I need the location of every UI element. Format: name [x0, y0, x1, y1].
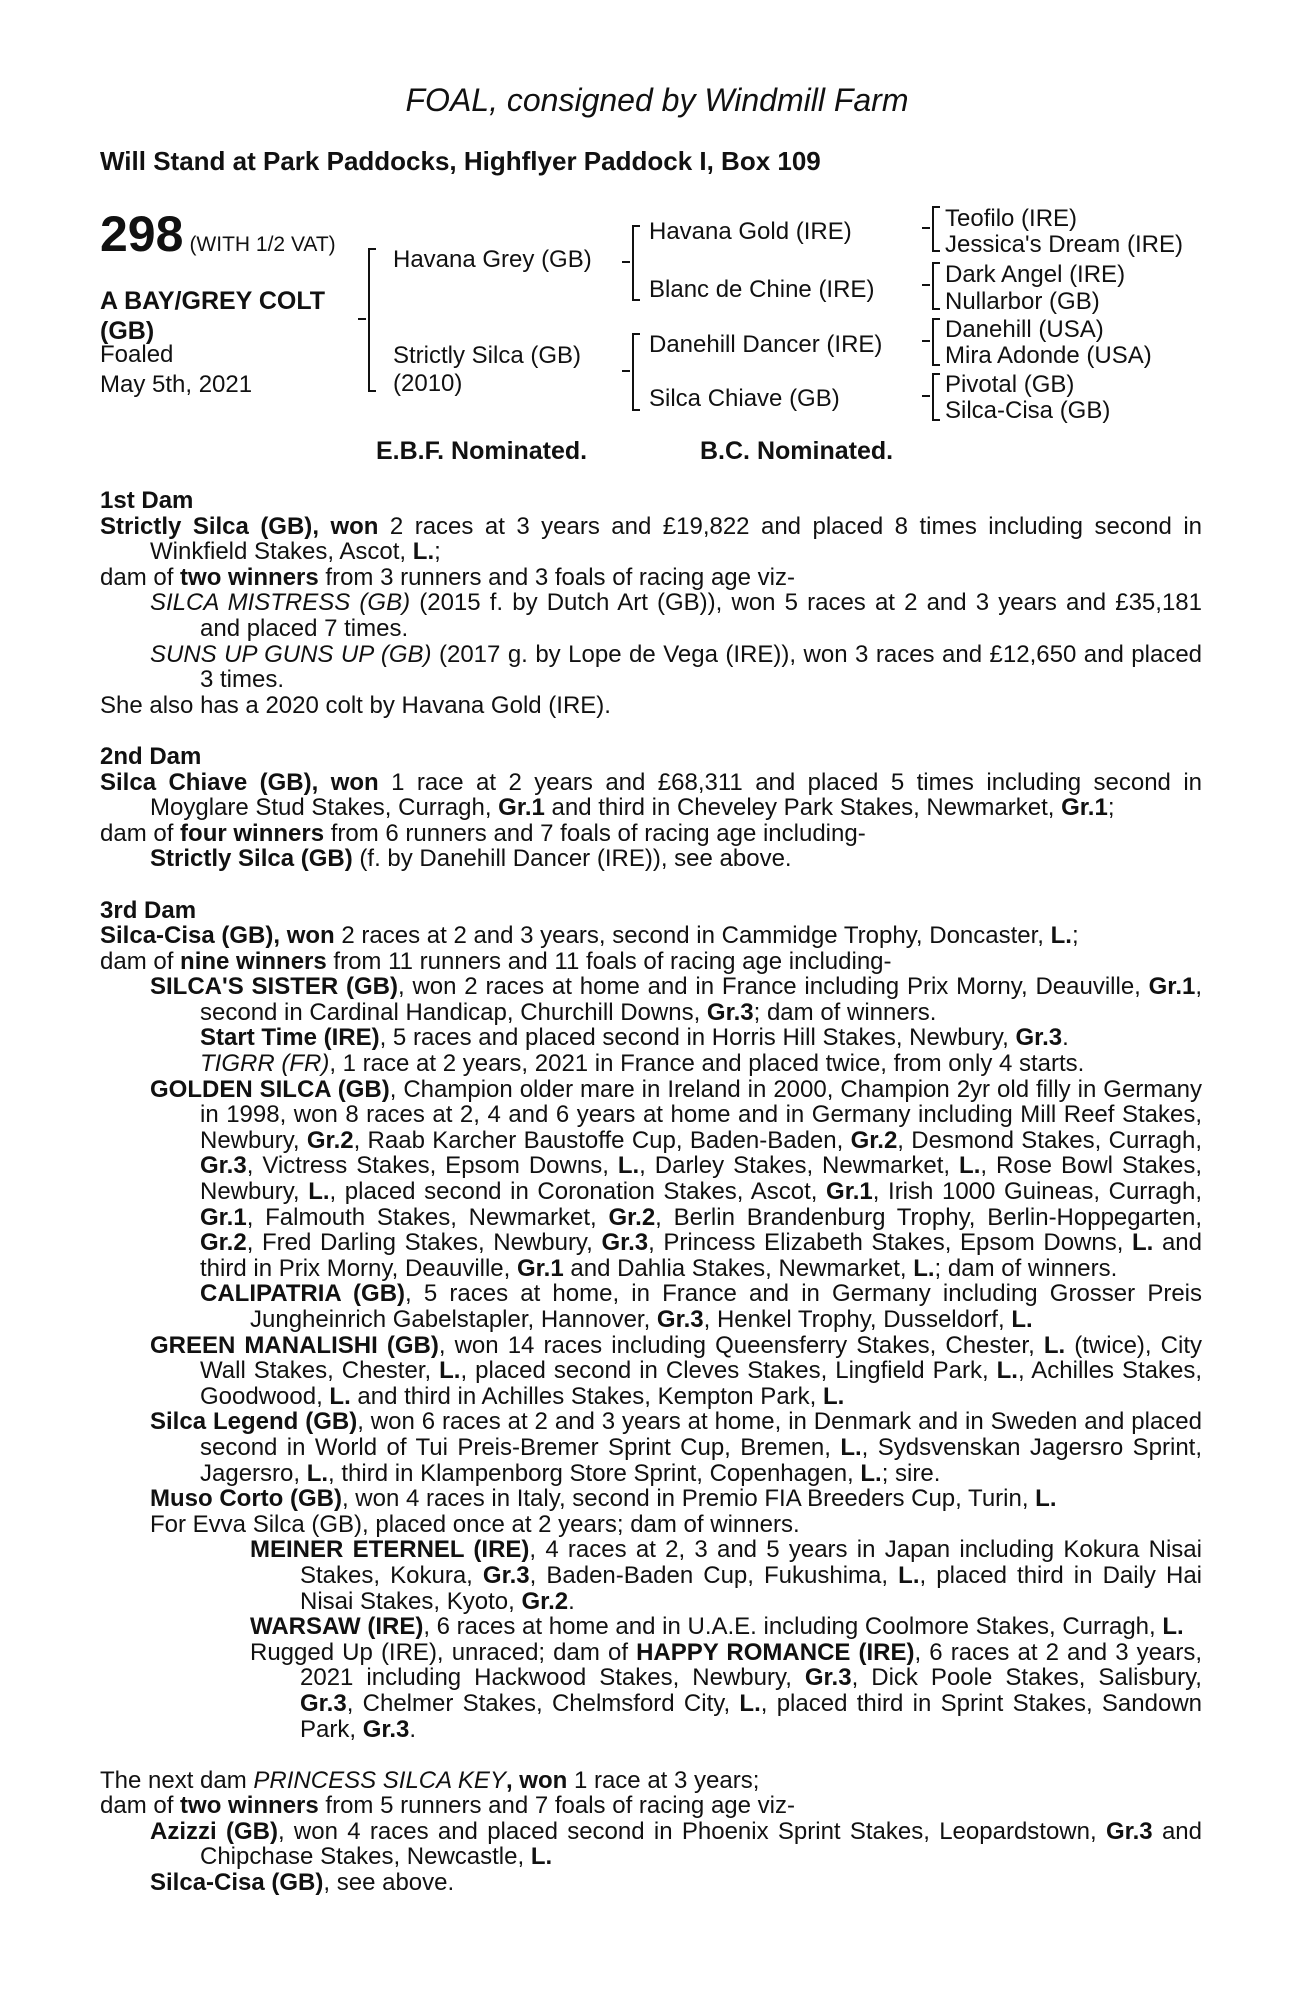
pedigree-brace-g3 [932, 318, 940, 366]
text: , third in Klampenborg Store Sprint, Copenhagen, [328, 1459, 861, 1487]
produce-name: Start Time (IRE) [200, 1024, 380, 1052]
produce-name: WARSAW (IRE) [250, 1613, 424, 1641]
produce-entry [100, 974, 1202, 1025]
text: , 5 races at home, in France and in Germany including Grosser Preis Jungheinrich Gabelstapler, Hannover, [250, 1280, 1202, 1333]
text: ; sire. [881, 1459, 941, 1487]
text: 1 race at 3 years; [567, 1766, 760, 1794]
listed-badge: L. [617, 1152, 640, 1180]
produce-entry [100, 1051, 1202, 1077]
text: , won 4 races and placed second in Phoenix Sprint Stakes, Leopardstown, [277, 1817, 1106, 1845]
winners-count: two winners [180, 1792, 319, 1820]
pedigree-brace-g4-tip [922, 395, 930, 397]
text: , Raab Karcher Baustoffe Cup, Baden-Baden, [353, 1126, 851, 1154]
punct: . [568, 1587, 575, 1615]
text: from 6 runners and 7 foals of racing age including- [324, 819, 866, 847]
next-dam-name: PRINCESS SILCA KEY [253, 1766, 506, 1794]
group-badge: Gr.3 [482, 1561, 530, 1589]
produce-name: Silca Legend (GB) [150, 1408, 358, 1436]
text: , Darley Stakes, Newmarket, [639, 1152, 960, 1180]
next-dam-record [100, 1768, 1202, 1794]
listed-badge: L. [329, 1382, 351, 1410]
group-badge: Gr.3 [200, 1152, 247, 1180]
pedigree-brace-g2-tip [922, 284, 930, 286]
listed-badge: L. [840, 1433, 862, 1461]
listed-badge: L. [913, 1254, 935, 1282]
listed-badge: L. [1132, 1229, 1154, 1257]
listed-badge: L. [1162, 1613, 1184, 1641]
text: , won 2 races at home and in France including Prix Morny, Deauville, [398, 973, 1149, 1001]
text: from 11 runners and 11 foals of racing age including- [326, 947, 892, 975]
pedigree-brace-main [368, 248, 376, 392]
text: , Champion older mare in Ireland in 2000, Champion 2yr old filly in Germany in 1998, won 8 races at 2, 4 and 6 years at home and in Germany including Mill Reef Stakes, Newbury, [200, 1075, 1202, 1154]
pedigree-brace-g1 [932, 206, 940, 252]
won-label: , won [505, 1766, 568, 1794]
listed-badge: L. [739, 1689, 761, 1717]
produce-name: TIGRR (FR) [200, 1050, 330, 1078]
ebf-nomination: E.B.F. Nominated. [376, 437, 588, 465]
lot-description-line-1: A BAY/GREY COLT [100, 287, 326, 315]
pedigree-brace-g4 [932, 373, 940, 421]
produce-entry [100, 642, 1202, 693]
text: , won 14 races including Queensferry Stakes, Chester, [438, 1331, 1044, 1359]
group-badge: Gr.2 [608, 1203, 656, 1231]
pedigree-sire-dam: Blanc de Chine (IRE) [649, 276, 875, 303]
text: , placed third in Daily Hai Nisai Stakes, Kyoto, [300, 1561, 1203, 1615]
second-dam-produce-summary [100, 821, 1202, 847]
produce-entry [100, 1640, 1202, 1742]
produce-text: (2017 g. by Lope de Vega (IRE)), won 3 races and £12,650 and placed 3 times. [200, 640, 1203, 694]
text: , placed second in Cleves Stakes, Lingfield Park, [460, 1357, 997, 1385]
produce-entry [100, 1486, 1202, 1512]
produce-name: Strictly Silca (GB) [150, 845, 353, 873]
text: , Victress Stakes, Epsom Downs, [246, 1152, 618, 1180]
group-badge: Gr.2 [306, 1126, 354, 1154]
group-badge: Gr.3 [1105, 1817, 1153, 1845]
text: , Desmond Stakes, Curragh, [897, 1126, 1202, 1154]
text: , Henkel Trophy, Dusseldorf, [703, 1306, 1012, 1333]
first-dam-also-note: She also has a 2020 colt by Havana Gold (IRE). [100, 691, 611, 719]
lot-description-line-2: (GB) [100, 317, 155, 345]
text: , 4 races at 2, 3 and 5 years in Japan including Kokura Nisai Stakes, Kokura, [300, 1536, 1202, 1589]
produce-entry [100, 1333, 1202, 1410]
produce-name: Azizzi (GB) [150, 1817, 278, 1845]
group-badge: Gr.1 [517, 1254, 564, 1282]
produce-name: CALIPATRIA (GB) [200, 1280, 406, 1308]
text: , second in Cardinal Handicap, Churchill Downs, [200, 973, 1203, 1026]
text: , Chelmer Stakes, Chelmsford City, [346, 1689, 740, 1717]
pedigree-g4: Nullarbor (GB) [945, 288, 1100, 315]
text: , Achilles Stakes, Goodwood, [200, 1357, 1202, 1410]
listed-badge: L. [308, 1178, 330, 1206]
group-badge: Gr.2 [200, 1229, 247, 1257]
listed-badge: L. [1043, 1331, 1066, 1359]
lot-number: 298 [100, 206, 184, 262]
text: dam of [100, 563, 181, 591]
pedigree-g1: Teofilo (IRE) [945, 205, 1078, 232]
second-dam-heading: 2nd Dam [100, 742, 202, 770]
punct: ; [434, 538, 441, 566]
produce-entry [100, 1409, 1202, 1486]
bc-nomination: B.C. Nominated. [700, 437, 894, 465]
text: and third in Prix Morny, Deauville, [200, 1229, 1202, 1282]
pedigree-dam: Strictly Silca (GB) [393, 342, 582, 369]
group-badge: Gr.3 [1015, 1024, 1063, 1052]
punct: . [1062, 1024, 1069, 1052]
produce-entry [100, 1077, 1202, 1282]
pedigree-brace-g3-tip [922, 340, 930, 342]
text: , won 6 races at 2 and 3 years at home, in Denmark and in Sweden and placed second in World of Tui Preis-Bremer Sprint Cup, Bremen, [200, 1408, 1202, 1461]
group-badge: Gr.2 [521, 1587, 569, 1615]
produce-entry [100, 1614, 1202, 1640]
text: (twice), City Wall Stakes, Chester, [200, 1331, 1203, 1385]
pedigree-brace-sire-tip [622, 261, 630, 263]
group-badge: Gr.1 [498, 794, 545, 822]
group-badge: Gr.3 [804, 1664, 852, 1692]
text: ; dam of winners. [934, 1254, 1118, 1282]
second-dam-name: Silca Chiave (GB) [100, 768, 312, 796]
text: ; dam of winners. [753, 998, 937, 1026]
vat-note: (WITH 1/2 VAT) [189, 233, 336, 256]
pedigree-g3: Dark Angel (IRE) [945, 261, 1126, 288]
group-badge: Gr.3 [706, 998, 754, 1026]
pedigree-sire-sire: Havana Gold (IRE) [649, 218, 852, 245]
winners-count: two winners [180, 563, 319, 591]
text: 2 races at 2 and 3 years, second in Cammidge Trophy, Doncaster, [334, 922, 1051, 950]
produce-name: SILCA MISTRESS (GB) [150, 589, 411, 617]
lot-description [100, 286, 325, 346]
pedigree-sire: Havana Grey (GB) [393, 246, 592, 273]
won-label: , won [311, 768, 379, 796]
produce-entry [100, 1870, 1202, 1896]
produce-entry [100, 1281, 1202, 1332]
pedigree-brace-sire [632, 225, 640, 301]
produce-text: (2015 f. by Dutch Art (GB)), won 5 races at 2 and 3 years and £35,181 and placed 7 times. [200, 589, 1202, 642]
group-badge: Gr.3 [601, 1229, 649, 1257]
pedigree-g5: Danehill (USA) [945, 316, 1104, 343]
pedigree-brace-dam-tip [622, 370, 630, 372]
produce-entry [100, 1819, 1202, 1870]
group-badge: Gr.2 [850, 1126, 898, 1154]
produce-name: GOLDEN SILCA (GB) [150, 1075, 390, 1103]
third-dam-produce-summary [100, 949, 1202, 975]
text: from 5 runners and 7 foals of racing age viz- [318, 1792, 795, 1820]
pedigree-dam-dam: Silca Chiave (GB) [649, 385, 840, 412]
listed-badge: L. [1050, 922, 1072, 950]
third-dam-name: Silca-Cisa (GB) [100, 922, 274, 950]
text: , 6 races at 2 and 3 years, 2021 including Hackwood Stakes, Newbury, [300, 1638, 1202, 1692]
produce-name: MEINER ETERNEL (IRE) [250, 1536, 530, 1564]
pedigree-dam-sire: Danehill Dancer (IRE) [649, 331, 883, 358]
listed-badge: L. [412, 538, 435, 566]
punct: ; [1071, 922, 1079, 950]
stand-location: Will Stand at Park Paddocks, Highflyer Paddock I, Box 109 [100, 146, 821, 176]
foaled-value: May 5th, 2021 [100, 371, 253, 398]
first-dam-text: 2 races at 3 years and £19,822 and placed 8 times including second in Winkfield Stakes, Ascot, [150, 512, 1202, 566]
group-badge: Gr.1 [826, 1178, 873, 1206]
produce-name: HAPPY ROMANCE (IRE) [636, 1638, 915, 1666]
produce-name: SILCA'S SISTER (GB) [150, 973, 398, 1001]
text: , placed third in Sprint Stakes, Sandown Park, [300, 1689, 1202, 1743]
punct: . [409, 1715, 417, 1743]
group-badge: Gr.3 [656, 1306, 704, 1333]
text: Rugged Up (IRE), unraced; dam of [250, 1638, 637, 1666]
page-title: FOAL, consigned by Windmill Farm [405, 82, 909, 118]
third-dam-heading: 3rd Dam [100, 896, 197, 924]
second-dam-record [100, 770, 1202, 821]
text: , Princess Elizabeth Stakes, Epsom Downs, [648, 1229, 1132, 1257]
text: , Berlin Brandenburg Trophy, Berlin-Hoppegarten, [655, 1203, 1202, 1231]
group-badge: Gr.3 [362, 1715, 410, 1743]
listed-badge: L. [860, 1459, 882, 1487]
third-dam-record [100, 923, 1202, 949]
text: The next dam [100, 1766, 254, 1794]
listed-badge: L. [530, 1843, 553, 1871]
produce-entry [100, 846, 1202, 872]
text: , 5 races and placed second in Horris Hill Stakes, Newbury, [379, 1024, 1016, 1052]
text: dam of [100, 819, 181, 847]
produce-name: Muso Corto (GB) [150, 1485, 342, 1513]
listed-badge: L. [898, 1561, 920, 1589]
listed-badge: L. [959, 1152, 981, 1180]
listed-badge: L. [439, 1357, 461, 1385]
listed-badge: L. [823, 1382, 845, 1410]
first-dam-name: Strictly Silca (GB) [100, 512, 313, 540]
pedigree-brace-main-tip [358, 318, 366, 320]
pedigree-brace-dam [632, 333, 640, 411]
text: , Sydsvenskan Jagersro Sprint, Jagersro, [200, 1433, 1203, 1487]
text: , Fred Darling Stakes, Newbury, [246, 1229, 602, 1257]
group-badge: Gr.1 [1148, 973, 1196, 1001]
won-label: , won [273, 922, 335, 950]
pedigree-g7: Pivotal (GB) [945, 371, 1075, 398]
produce-text: (f. by Danehill Dancer (IRE)), see above. [352, 845, 792, 873]
text: and Chipchase Stakes, Newcastle, [200, 1817, 1202, 1871]
text: , Dick Poole Stakes, Salisbury, [851, 1664, 1202, 1692]
produce-name: GREEN MANALISHI (GB) [150, 1331, 439, 1359]
produce-entry [100, 1537, 1202, 1614]
text: from 3 runners and 3 foals of racing age viz- [318, 563, 795, 591]
listed-badge: L. [1035, 1485, 1057, 1513]
won-label: , won [312, 512, 379, 540]
text: , 1 race at 2 years, 2021 in France and placed twice, from only 4 starts. [329, 1050, 1085, 1078]
winners-count: four winners [180, 819, 325, 847]
listed-badge: L. [1011, 1306, 1033, 1333]
pedigree-g6: Mira Adonde (USA) [945, 342, 1152, 369]
first-dam-produce-summary [100, 565, 1202, 591]
text: , 6 races at home and in U.A.E. including Coolmore Stakes, Curragh, [423, 1613, 1163, 1641]
text: , Rose Bowl Stakes, Newbury, [200, 1152, 1202, 1206]
text: , Irish 1000 Guineas, Curragh, [872, 1178, 1202, 1206]
produce-entry: For Evva Silca (GB), placed once at 2 years; dam of winners. [150, 1510, 800, 1538]
next-dam-produce-summary [100, 1793, 1202, 1819]
produce-name: Silca-Cisa (GB) [150, 1869, 324, 1897]
lot-block [100, 205, 336, 263]
catalogue-body [100, 488, 1202, 1896]
group-badge: Gr.3 [300, 1689, 347, 1717]
pedigree-brace-g2 [932, 262, 940, 310]
group-badge: Gr.1 [1061, 794, 1108, 822]
listed-badge: L. [996, 1357, 1018, 1385]
pedigree-g2: Jessica's Dream (IRE) [945, 231, 1183, 258]
text: dam of [100, 1792, 181, 1820]
produce-entry [100, 590, 1202, 641]
text: , placed second in Coronation Stakes, Ascot, [329, 1178, 827, 1206]
text: , won 4 races in Italy, second in Premio FIA Breeders Cup, Turin, [341, 1485, 1036, 1513]
punct: ; [1107, 794, 1115, 822]
first-dam-record [100, 514, 1202, 565]
text: 1 race at 2 years and £68,311 and placed 5 times including second in Moyglare Stud Stakes, Curragh, [150, 768, 1203, 822]
winners-count: nine winners [180, 947, 327, 975]
first-dam-heading: 1st Dam [100, 487, 194, 514]
foaled-label: Foaled [100, 341, 174, 368]
pedigree-dam-year: (2010) [393, 370, 463, 397]
pedigree-brace-g1-tip [922, 227, 930, 229]
produce-entry [100, 1025, 1202, 1051]
text: , Baden-Baden Cup, Fukushima, [529, 1561, 899, 1589]
foaled-date [100, 340, 252, 400]
text: , see above. [323, 1869, 455, 1897]
text: and Dahlia Stakes, Newmarket, [563, 1254, 914, 1282]
produce-name: SUNS UP GUNS UP (GB) [150, 640, 432, 668]
group-badge: Gr.1 [200, 1203, 247, 1231]
text: , Falmouth Stakes, Newmarket, [246, 1203, 609, 1231]
text: and third in Cheveley Park Stakes, Newmarket, [544, 794, 1062, 822]
text: and third in Achilles Stakes, Kempton Park, [350, 1382, 823, 1410]
pedigree-g8: Silca-Cisa (GB) [945, 397, 1111, 424]
listed-badge: L. [306, 1459, 329, 1487]
text: dam of [100, 947, 181, 975]
